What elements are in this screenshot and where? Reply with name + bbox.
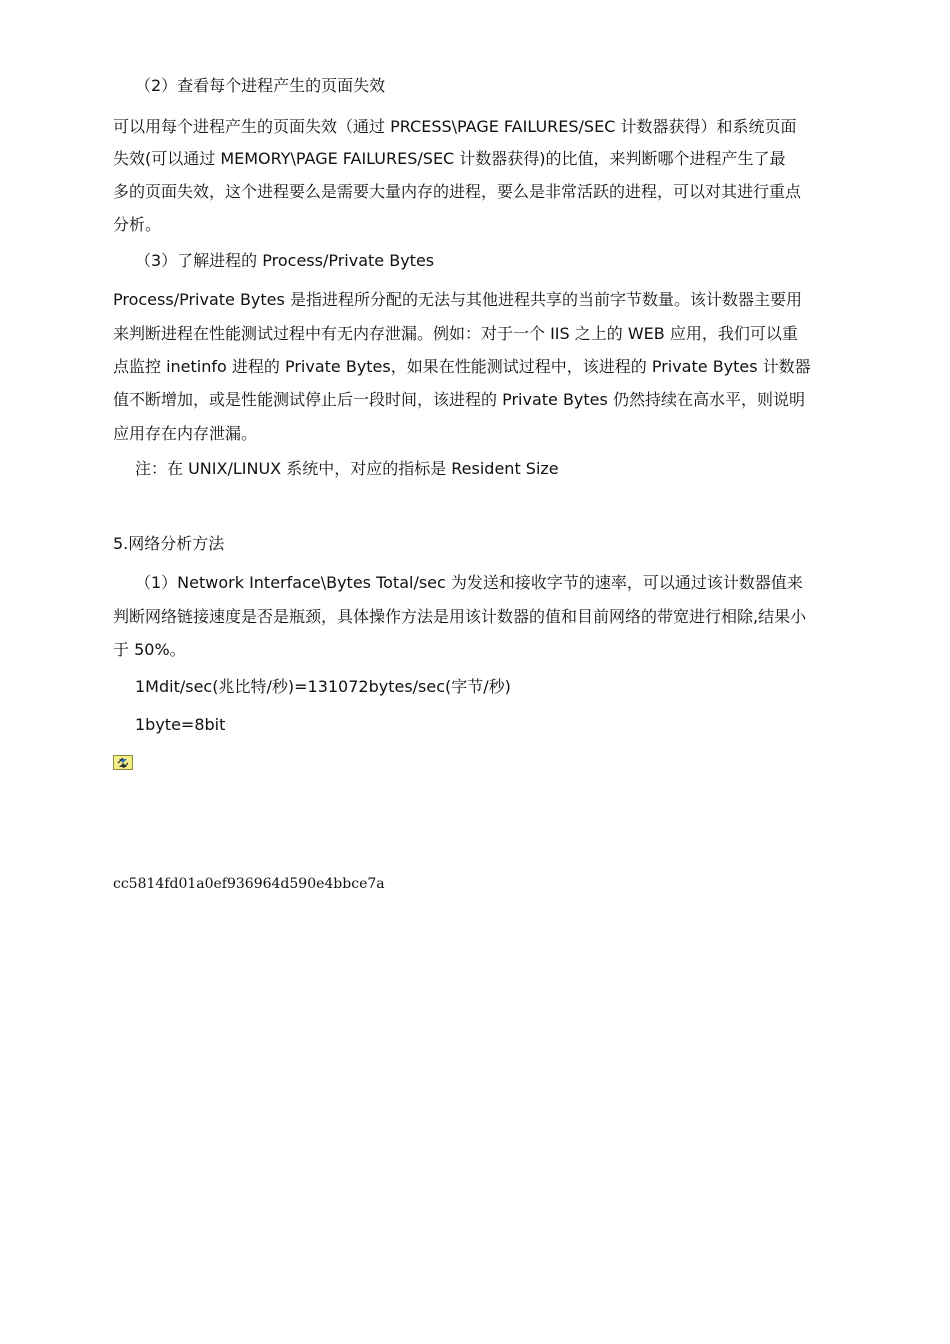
paragraph-line: 应用存在内存泄漏。 (113, 424, 258, 443)
paragraph-line: 于 50%。 (113, 640, 186, 659)
footer-hash: cc5814fd01a0ef936964d590e4bbce7a (113, 876, 385, 892)
paragraph-line: 可以用每个进程产生的页面失效（通过 PRCESS\PAGE FAILURES/SEC 计数器获得）和系统页面 (113, 117, 797, 136)
embedded-object-icon[interactable] (113, 755, 133, 770)
paragraph-line: Process/Private Bytes 是指进程所分配的无法与其他进程共享的当前字节数量。该计数器主要用 (113, 290, 802, 309)
section-heading-network: 5.网络分析方法 (113, 534, 225, 553)
paragraph-line: （1）Network Interface\Bytes Total/sec 为发送和接收字节的速率，可以通过该计数器值来 (135, 573, 803, 592)
formula-line: 1Mdit/sec(兆比特/秒)=131072bytes/sec(字节/秒) (135, 677, 511, 696)
paragraph-line: 值不断增加，或是性能测试停止后一段时间，该进程的 Private Bytes 仍然持续在高水平，则说明 (113, 390, 805, 409)
paragraph-line: 点监控 inetinfo 进程的 Private Bytes，如果在性能测试过程中，该进程的 Private Bytes 计数器 (113, 357, 811, 376)
subheading-private-bytes: （3）了解进程的 Process/Private Bytes (135, 251, 435, 270)
paragraph-line: 判断网络链接速度是否是瓶颈，具体操作方法是用该计数器的值和目前网络的带宽进行相除,结果小 (113, 607, 807, 626)
paragraph-line: 分析。 (113, 215, 162, 234)
paragraph-line: 来判断进程在性能测试过程中有无内存泄漏。例如：对于一个 IIS 之上的 WEB 应用，我们可以重 (113, 324, 798, 343)
subheading-page-faults: （2）查看每个进程产生的页面失效 (135, 76, 386, 95)
note-line: 注：在 UNIX/LINUX 系统中，对应的指标是 Resident Size (135, 459, 559, 478)
paragraph-line: 多的页面失效，这个进程要么是需要大量内存的进程，要么是非常活跃的进程，可以对其进行重点 (113, 182, 802, 201)
paragraph-line: 失效(可以通过 MEMORY\PAGE FAILURES/SEC 计数器获得)的比值，来判断哪个进程产生了最 (113, 149, 786, 168)
formula-line: 1byte=8bit (135, 715, 226, 734)
